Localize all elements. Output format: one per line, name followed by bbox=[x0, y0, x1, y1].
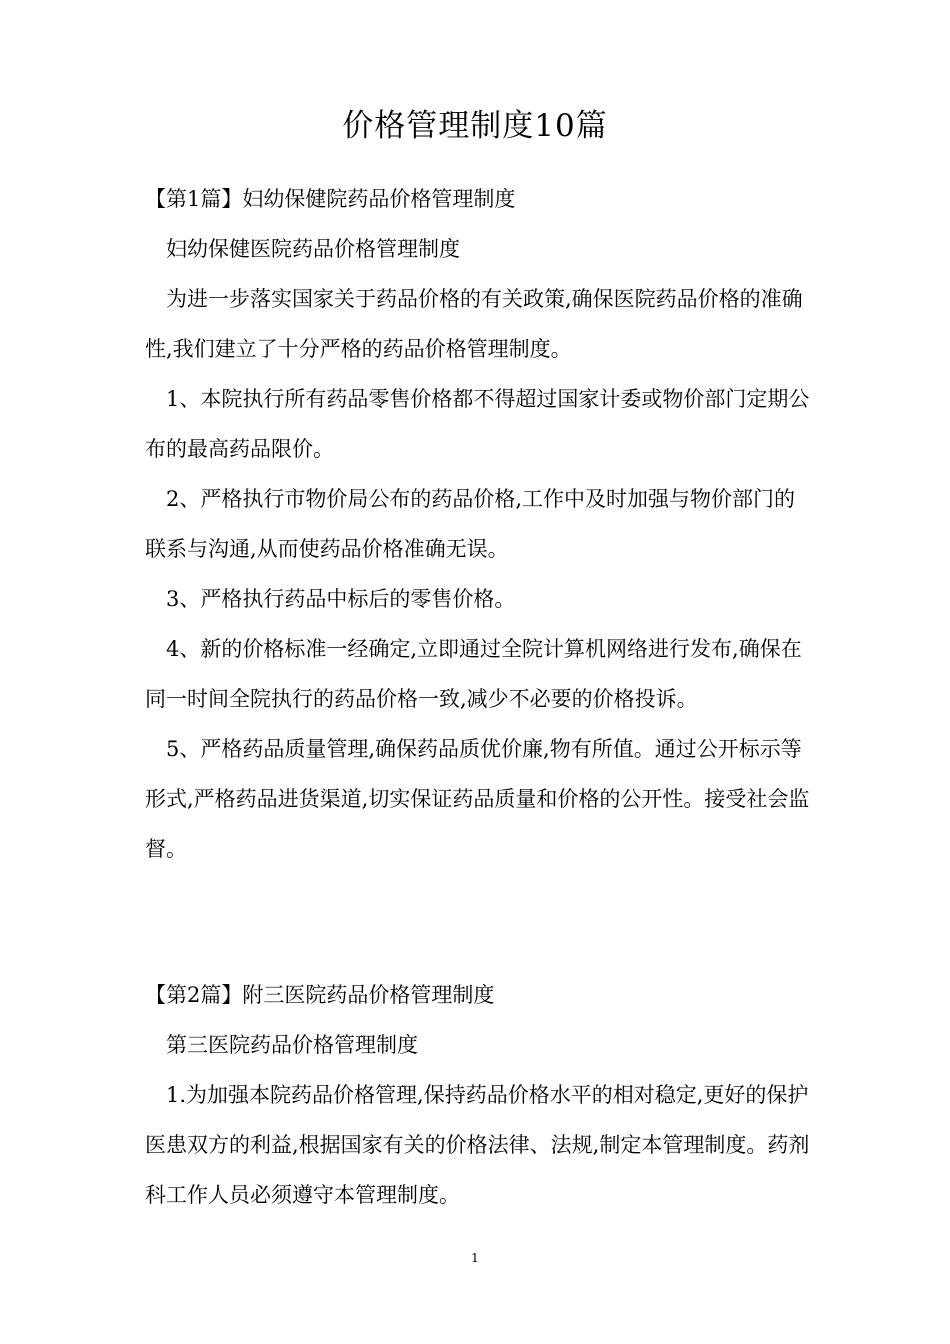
document-title: 价格管理制度10篇 bbox=[342, 108, 608, 144]
section-2 bbox=[145, 970, 810, 1220]
section-1 bbox=[145, 174, 810, 874]
section-heading: 【第2篇】附三医院药品价格管理制度 bbox=[145, 983, 495, 1007]
section-subtitle: 第三医院药品价格管理制度 bbox=[166, 1033, 418, 1057]
section-heading: 【第1篇】妇幼保健院药品价格管理制度 bbox=[145, 187, 516, 211]
paragraph: 2、严格执行市物价局公布的药品价格,工作中及时加强与物价部门的联系与沟通,从而使药品价格准确无误。 bbox=[145, 487, 796, 561]
paragraph: 1.为加强本院药品价格管理,保持药品价格水平的相对稳定,更好的保护医患双方的利益,根据国家有关的价格法律、法规,制定本管理制度。药剂科工作人员必须遵守本管理制度。 bbox=[145, 1083, 810, 1207]
paragraph: 为进一步落实国家关于药品价格的有关政策,确保医院药品价格的准确性,我们建立了十分严格的药品价格管理制度。 bbox=[145, 287, 803, 361]
paragraph: 4、新的价格标准一经确定,立即通过全院计算机网络进行发布,确保在同一时间全院执行的药品价格一致,减少不必要的价格投诉。 bbox=[145, 637, 802, 711]
paragraph: 1、本院执行所有药品零售价格都不得超过国家计委或物价部门定期公布的最高药品限价。 bbox=[145, 387, 810, 461]
section-subtitle: 妇幼保健医院药品价格管理制度 bbox=[166, 237, 460, 261]
paragraph: 3、严格执行药品中标后的零售价格。 bbox=[166, 587, 516, 611]
page-number: 1 bbox=[471, 1251, 479, 1265]
paragraph: 5、严格药品质量管理,确保药品质优价廉,物有所值。通过公开标示等形式,严格药品进货渠道,切实保证药品质量和价格的公开性。接受社会监督。 bbox=[145, 737, 810, 861]
